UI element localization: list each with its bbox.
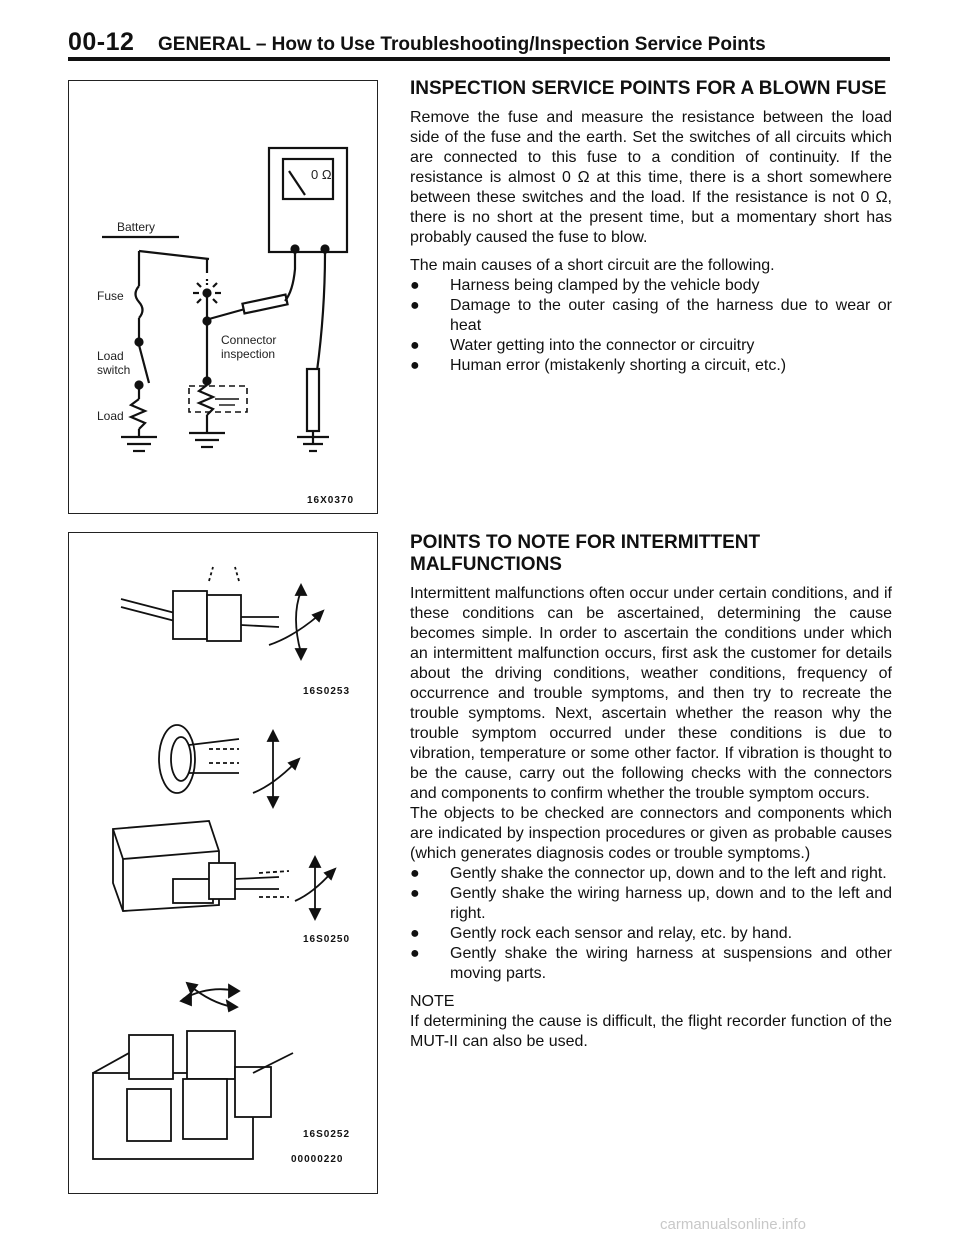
bullet-list (410, 864, 892, 984)
list-item-text: Gently shake the wiring harness at suspensions and other moving parts. (450, 945, 892, 982)
header-rule (68, 57, 890, 61)
load-switch-label-line2: switch (97, 363, 131, 377)
section-heading: INSPECTION SERVICE POINTS FOR A BLOWN FUSE (410, 78, 887, 99)
load-switch-label-line1: Load (97, 349, 124, 363)
paragraph: Intermittent malfunctions often occur under certain conditions, and if these conditions can be ascertained, determining the cause becomes simple. In order to ascertain the conditions under which an intermittent malfunction occurs, first ask the customer for details about the driving conditions, weather conditions, frequency of occurrence and trouble symptoms, and then try to recreate the trouble symptoms. Next, ascertain whether the reason why the trouble symptom occurred under these conditions is due to vibration, temperature or some other factor. If vibration is thought to be the cause, carry out the following checks with the connectors and components to confirm whether the trouble symptom occurs. (410, 585, 892, 802)
paragraph: Remove the fuse and measure the resistance between the load side of the fuse and the earth. Set the switches of all circuits which are connected to this fuse to a condition of continuity. If the resistance is almost 0 Ω at this time, there is a short somewhere between these switches and the load. If the resistance is not 0 Ω, there is no short at the present time, but a momentary short has probably caused the fuse to blow. (410, 109, 892, 246)
blown-fuse-section (410, 78, 892, 376)
page-header (68, 28, 890, 60)
figure-code-2: 16S0250 (303, 934, 351, 945)
bullet-icon: ● (410, 925, 420, 942)
list-item-text: Gently rock each sensor and relay, etc. by hand. (450, 925, 793, 942)
list-item-text: Harness being clamped by the vehicle body (450, 277, 760, 294)
list-item-text: Gently shake the wiring harness up, down and to the left and right. (450, 885, 892, 922)
bullet-icon: ● (410, 885, 420, 902)
fuse-label: Fuse (97, 289, 124, 303)
figure-code-4: 00000220 (291, 1154, 344, 1165)
list-item-text: Damage to the outer casing of the harness due to wear or heat (450, 297, 892, 334)
meter-reading-label: 0 Ω (311, 167, 332, 182)
list-item-text: Water getting into the connector or circuitry (450, 337, 755, 354)
illustrations-svg (69, 533, 376, 1192)
paragraph: The main causes of a short circuit are the following. (410, 257, 775, 274)
site-watermark: carmanualsonline.info (660, 1216, 806, 1233)
list-item (410, 944, 892, 984)
note-text: If determining the cause is difficult, the flight recorder function of the MUT-II can also be used. (410, 1013, 892, 1050)
list-item (410, 884, 892, 924)
note-label: NOTE (410, 993, 455, 1010)
bullet-icon: ● (410, 297, 420, 314)
list-item-text: Human error (mistakenly shorting a circuit, etc.) (450, 357, 787, 374)
connector-label-line2: inspection (221, 347, 276, 361)
battery-label: Battery (117, 220, 156, 234)
figure-code-3: 16S0252 (303, 1129, 351, 1140)
blown-fuse-diagram (68, 80, 378, 514)
header-title: GENERAL – How to Use Troubleshooting/Inspection Service Points (158, 34, 766, 55)
connector-label-line1: Connector (221, 333, 277, 347)
bullet-list (410, 276, 892, 376)
load-label: Load (97, 409, 124, 423)
figure-code: 16X0370 (307, 495, 355, 506)
list-item-text: Gently shake the connector up, down and to the left and right. (450, 865, 887, 882)
bullet-icon: ● (410, 945, 420, 962)
bullet-icon: ● (410, 277, 420, 294)
paragraph: The objects to be checked are connectors and components which are indicated by inspection procedures or given as probable causes (which generates diagnosis codes or trouble symptoms.) (410, 805, 892, 862)
bullet-icon: ● (410, 337, 420, 354)
list-item (410, 924, 892, 944)
section-heading: POINTS TO NOTE FOR INTERMITTENT MALFUNCTIONS (410, 532, 761, 575)
list-item (410, 296, 892, 336)
bullet-icon: ● (410, 865, 420, 882)
list-item (410, 276, 892, 296)
list-item (410, 864, 892, 884)
bullet-icon: ● (410, 357, 420, 374)
list-item (410, 356, 892, 376)
page-number: 00-12 (68, 28, 135, 56)
figure-code-1: 16S0253 (303, 686, 351, 697)
intermittent-malfunctions-section (410, 532, 892, 1052)
intermittent-check-illustrations (68, 532, 378, 1194)
list-item (410, 336, 892, 356)
